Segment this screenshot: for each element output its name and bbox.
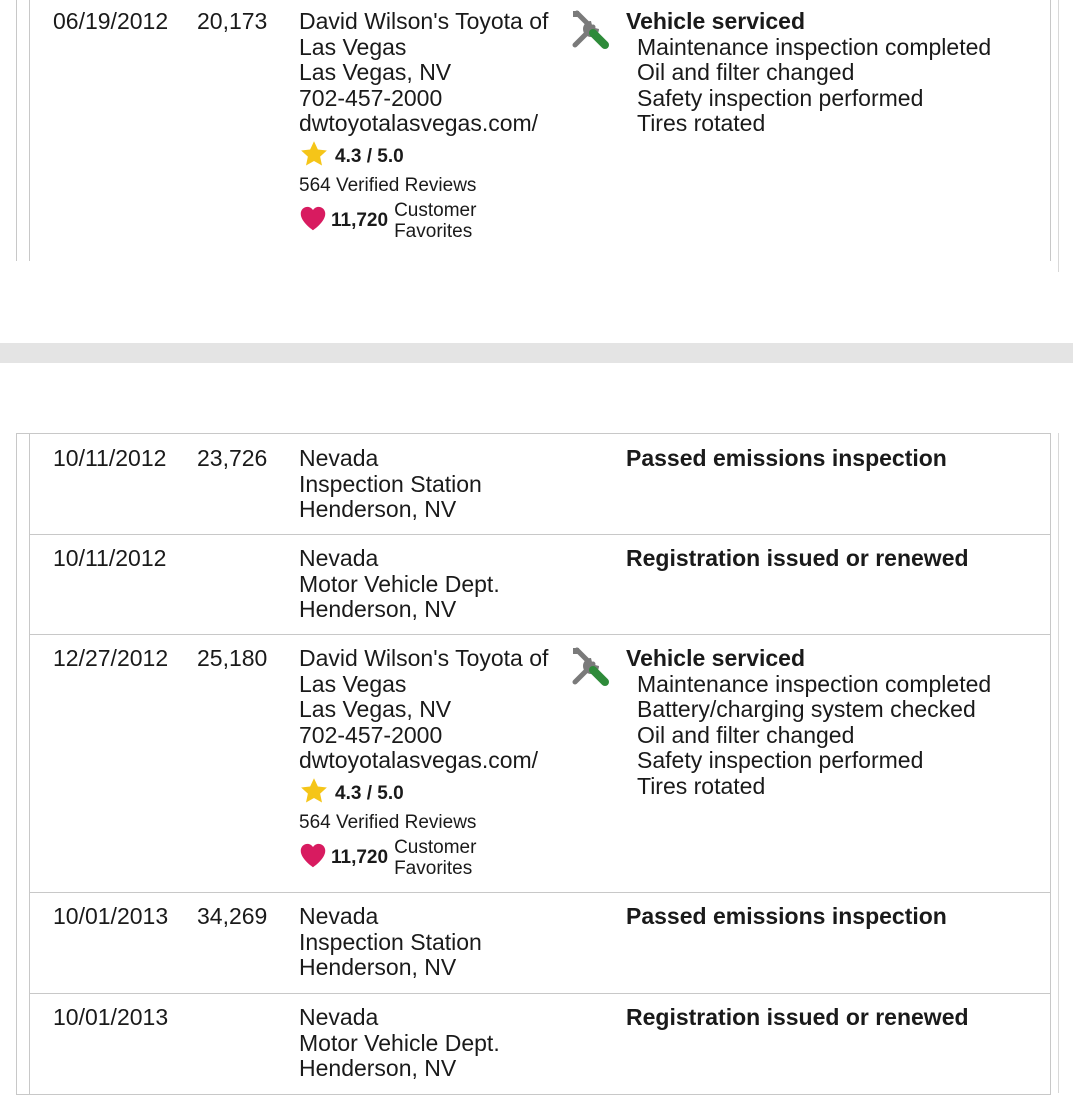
- detail-item: Safety inspection performed: [637, 747, 924, 773]
- dealer-rating[interactable]: [299, 140, 548, 174]
- favorites-label: [394, 200, 476, 242]
- page-edge-line: [1058, 433, 1059, 1093]
- source-line: Nevada: [299, 445, 379, 471]
- history-record-row: [29, 634, 1050, 893]
- record-date: 10/11/2012: [53, 545, 167, 571]
- customer-favorites[interactable]: [299, 837, 548, 879]
- source-line: Henderson, NV: [299, 1055, 457, 1081]
- detail-item: Maintenance inspection completed: [637, 33, 992, 60]
- source-line: Inspection Station: [299, 470, 482, 497]
- detail-title: Vehicle serviced: [626, 8, 806, 34]
- source-line: David Wilson's Toyota of: [299, 645, 549, 671]
- record-odometer: 34,269: [197, 903, 268, 929]
- source-line: Henderson, NV: [299, 596, 457, 622]
- detail-item: Tires rotated: [637, 110, 766, 136]
- history-card-top: [16, 0, 1051, 261]
- detail-title: Registration issued or renewed: [626, 1004, 969, 1030]
- service-tools-icon: [569, 644, 613, 688]
- record-source: [299, 1005, 500, 1082]
- detail-item: Oil and filter changed: [637, 721, 855, 748]
- record-source: [299, 546, 500, 623]
- source-line: Motor Vehicle Dept.: [299, 1029, 500, 1056]
- source-line: Nevada: [299, 545, 379, 571]
- page-edge-line: [1058, 0, 1059, 272]
- source-line: Las Vegas: [299, 670, 407, 697]
- source-line: Nevada: [299, 1004, 379, 1030]
- favorites-label-line: Customer: [394, 836, 477, 858]
- detail-title: Vehicle serviced: [626, 645, 806, 671]
- record-details: [626, 1005, 969, 1031]
- detail-title: Registration issued or renewed: [626, 545, 969, 571]
- source-line: Henderson, NV: [299, 954, 457, 980]
- dealer-website-link[interactable]: dwtoyotalasvegas.com/: [299, 110, 539, 136]
- rating-value: 4.3 / 5.0: [335, 145, 404, 167]
- star-icon: [299, 139, 329, 175]
- detail-item: Tires rotated: [637, 772, 766, 799]
- record-details: [626, 646, 991, 799]
- favorites-count: 11,720: [331, 846, 389, 868]
- source-line: Inspection Station: [299, 928, 482, 955]
- record-date: 10/01/2013: [53, 1004, 169, 1030]
- heart-icon: [299, 842, 327, 874]
- record-odometer: 20,173: [197, 8, 268, 34]
- source-line: Las Vegas: [299, 33, 407, 60]
- record-details: [626, 9, 991, 137]
- source-line: Motor Vehicle Dept.: [299, 570, 500, 597]
- favorites-label-line: Favorites: [394, 220, 473, 242]
- record-date: 06/19/2012: [53, 8, 169, 34]
- source-line: 702-457-2000: [299, 721, 443, 748]
- section-divider: [0, 343, 1073, 363]
- record-source: [299, 446, 482, 523]
- history-record-row: [29, 892, 1050, 994]
- dealer-rating[interactable]: [299, 777, 548, 811]
- record-source: [299, 9, 548, 242]
- record-details: [626, 904, 947, 930]
- source-line: 702-457-2000: [299, 84, 443, 111]
- record-details: [626, 546, 969, 572]
- detail-item: Safety inspection performed: [637, 84, 924, 111]
- favorites-label-line: Customer: [394, 199, 477, 221]
- heart-icon: [299, 205, 327, 237]
- source-line: Nevada: [299, 903, 379, 929]
- verified-reviews-link[interactable]: 564 Verified Reviews: [299, 811, 477, 833]
- service-tools-icon: [569, 7, 613, 51]
- favorites-label-line: Favorites: [394, 857, 473, 879]
- detail-title: Passed emissions inspection: [626, 445, 947, 471]
- record-date: 10/01/2013: [53, 903, 169, 929]
- record-odometer: 23,726: [197, 445, 268, 471]
- history-record-row: [29, 434, 1050, 535]
- record-date: 10/11/2012: [53, 445, 167, 471]
- detail-item: Battery/charging system checked: [637, 696, 976, 722]
- verified-reviews-link[interactable]: 564 Verified Reviews: [299, 174, 477, 196]
- record-source: [299, 646, 548, 879]
- record-odometer: 25,180: [197, 645, 268, 671]
- detail-title: Passed emissions inspection: [626, 903, 947, 929]
- source-line: Las Vegas, NV: [299, 696, 452, 722]
- dealer-website-link[interactable]: dwtoyotalasvegas.com/: [299, 747, 539, 773]
- source-line: Las Vegas, NV: [299, 59, 452, 85]
- record-details: [626, 446, 947, 472]
- customer-favorites[interactable]: [299, 200, 548, 242]
- rating-value: 4.3 / 5.0: [335, 782, 404, 804]
- favorites-label: [394, 837, 476, 879]
- source-line: David Wilson's Toyota of: [299, 8, 549, 34]
- source-line: Henderson, NV: [299, 496, 457, 522]
- history-record-row: [29, 534, 1050, 635]
- history-record-row: [29, 993, 1050, 1094]
- record-date: 12/27/2012: [53, 645, 169, 671]
- star-icon: [299, 776, 329, 812]
- history-record-row: [29, 0, 1050, 261]
- detail-item: Oil and filter changed: [637, 59, 855, 85]
- history-card-bottom: [16, 433, 1051, 1095]
- detail-item: Maintenance inspection completed: [637, 670, 992, 697]
- record-source: [299, 904, 482, 981]
- favorites-count: 11,720: [331, 209, 389, 231]
